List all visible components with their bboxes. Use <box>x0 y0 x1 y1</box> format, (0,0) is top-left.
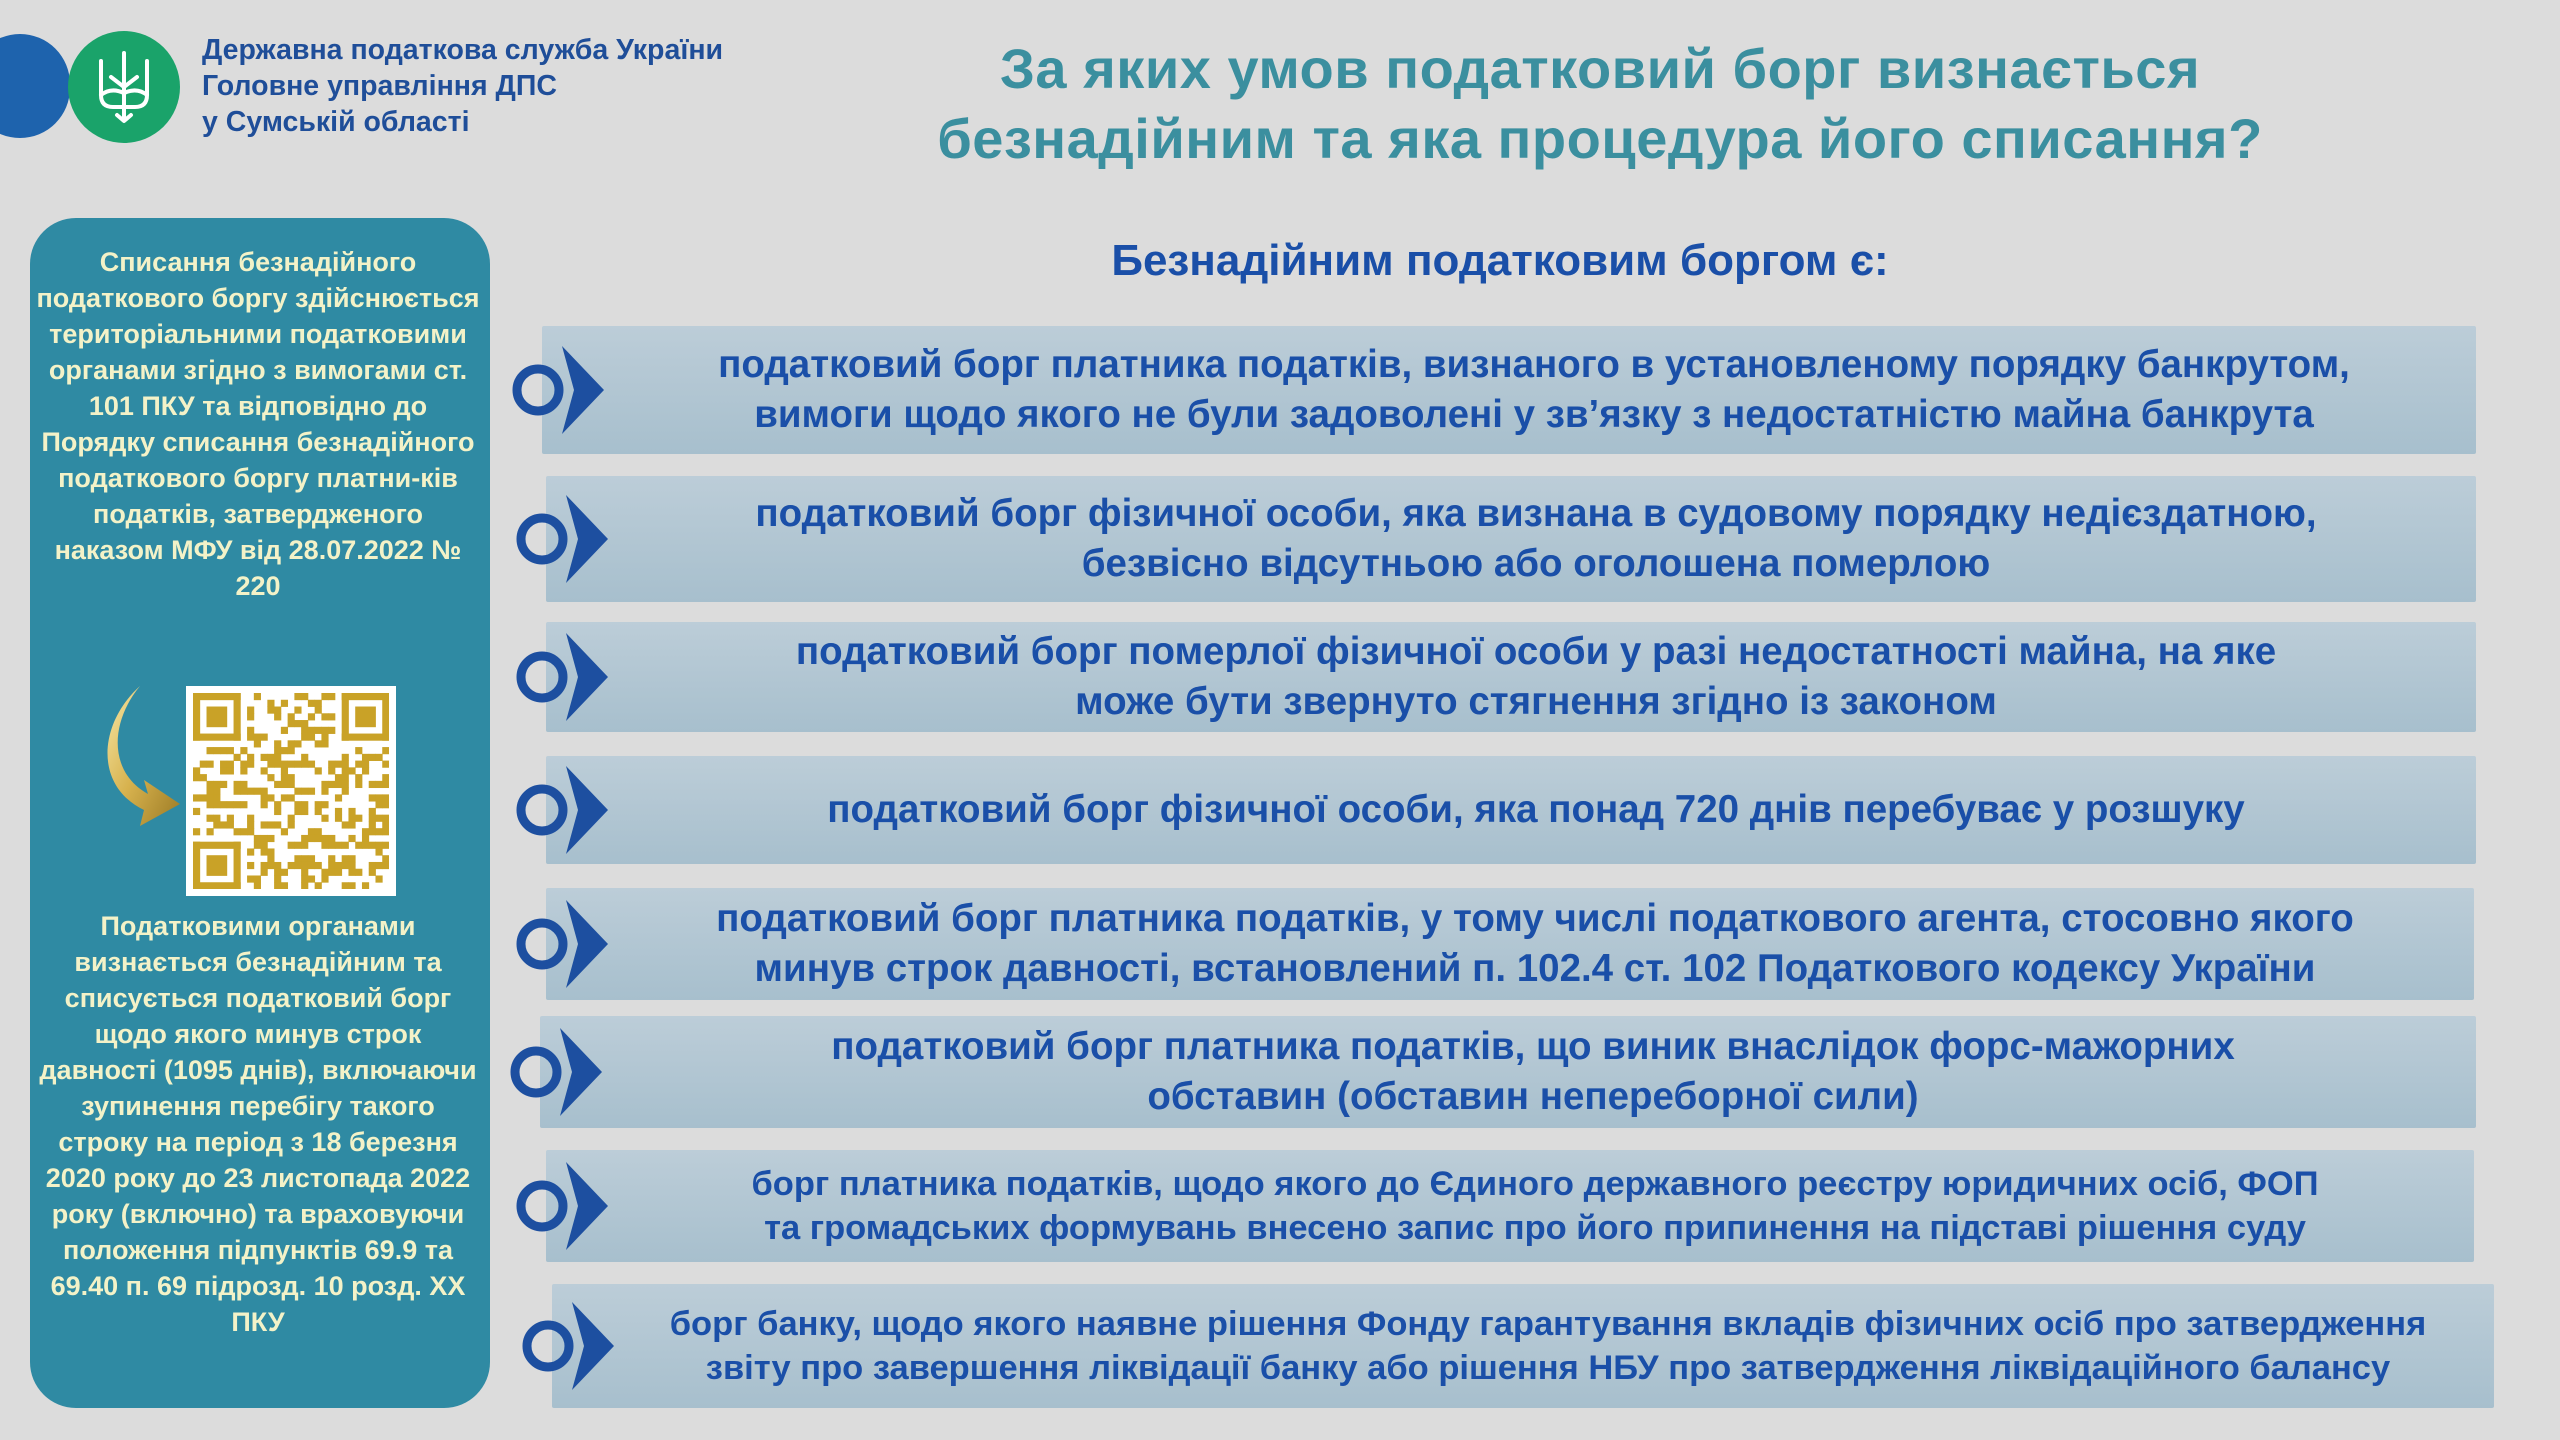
qr-code-icon[interactable] <box>186 686 396 896</box>
list-item-line: борг платника податків, щодо якого до Єдиного державного реєстру юридичних осіб, ФОП <box>751 1165 2319 1203</box>
list-item-line: та громадських формувань внесено запис про його припинення на підставі рішення суду <box>764 1209 2306 1247</box>
trident-icon <box>68 31 180 143</box>
list-item <box>546 756 2476 864</box>
list-item-line: податковий борг платника податків, що виник внаслідок форс-мажорних <box>831 1025 2235 1068</box>
list-item-line: минув строк давності, встановлений п. 102.4 ст. 102 Податкового кодексу України <box>754 947 2316 990</box>
circle-arrow-icon <box>508 487 612 591</box>
list-item-line: звіту про завершення ліквідації банку або рішення НБУ про затвердження ліквідаційного балансу <box>705 1349 2391 1387</box>
list-item-text <box>755 489 2316 589</box>
list-item-text <box>670 1302 2427 1390</box>
list-item-text <box>751 1162 2318 1250</box>
circle-arrow-icon <box>508 892 612 996</box>
list-item-line: податковий борг платника податків, визнаного в установленому порядку банкрутом, <box>718 343 2350 386</box>
list-item-line: податковий борг фізичної особи, яка понад 720 днів перебуває у розшуку <box>827 788 2245 831</box>
limitation-period-text: Податковими органами визнається безнадійним та списується податковий борг щодо якого минув строк давності (1095 днів), включаючи зупинення перебігу такого строку на період з 18 березня 2020 року до 23 листопада 2022 року (включно) та враховуючи положення підпунктів 69.9 та 69.40 п. 69 підрозд. 10 розд. ХХ ПКУ <box>39 911 477 1337</box>
list-item-line: податковий борг фізичної особи, яка визнана в судовому порядку недієздатною, <box>755 492 2317 535</box>
header-blue-tab <box>0 34 70 138</box>
circle-arrow-icon <box>502 1020 606 1124</box>
org-line: Головне управління ДПС <box>202 70 557 102</box>
circle-arrow-icon <box>508 1154 612 1258</box>
organization-name <box>202 32 723 140</box>
org-line: у Сумській області <box>202 106 470 138</box>
page-title <box>750 34 2450 174</box>
list-item-line: податковий борг померлої фізичної особи у разі недостатності майна, на яке <box>795 630 2277 673</box>
list-item <box>546 1150 2474 1262</box>
list-item <box>546 888 2474 1000</box>
list-item-line: податковий борг платника податків, у тому числі податкового агента, стосовно якого <box>716 897 2354 940</box>
title-line: За яких умов податковий борг визнається <box>999 37 2201 100</box>
curved-arrow-icon <box>100 682 190 832</box>
circle-arrow-icon <box>504 338 608 442</box>
write-off-procedure-text: Списання безнадійного податкового боргу здійснюється територіальними податковими органами згідно з вимогами ст. 101 ПКУ та відповідно до Порядку списання безнадійного податкового боргу платни-ків податків, затвердженого наказом МФУ від 28.07.2022 № 220 <box>36 247 480 601</box>
list-item-line: безвісно відсутньою або оголошена померлою <box>1081 542 1991 585</box>
section-subtitle: Безнадійним податковим боргом є: <box>1111 236 1889 285</box>
circle-arrow-icon <box>514 1294 618 1398</box>
circle-arrow-icon <box>508 758 612 862</box>
list-item-text <box>827 785 2244 835</box>
list-item-text <box>716 894 2354 994</box>
list-item <box>540 1016 2476 1128</box>
list-item <box>546 622 2476 732</box>
list-item-line: вимоги щодо якого не були задоволені у зв’язку з недостатністю майна банкрута <box>754 393 2314 436</box>
list-item-text <box>718 340 2350 440</box>
title-line: безнадійним та яка процедура його списання? <box>937 107 2263 170</box>
list-item-text <box>796 627 2276 727</box>
circle-arrow-icon <box>508 625 612 729</box>
list-item-text <box>831 1022 2235 1122</box>
list-item <box>542 326 2476 454</box>
list-item-line: може бути звернуто стягнення згідно із законом <box>1075 680 1997 723</box>
list-item <box>552 1284 2494 1408</box>
list-item-line: обставин (обставин непереборної сили) <box>1147 1075 1919 1118</box>
org-line: Державна податкова служба України <box>202 34 724 66</box>
list-item <box>546 476 2476 602</box>
list-item-line: борг банку, щодо якого наявне рішення Фонду гарантування вкладів фізичних осіб про затвердження <box>669 1305 2427 1343</box>
